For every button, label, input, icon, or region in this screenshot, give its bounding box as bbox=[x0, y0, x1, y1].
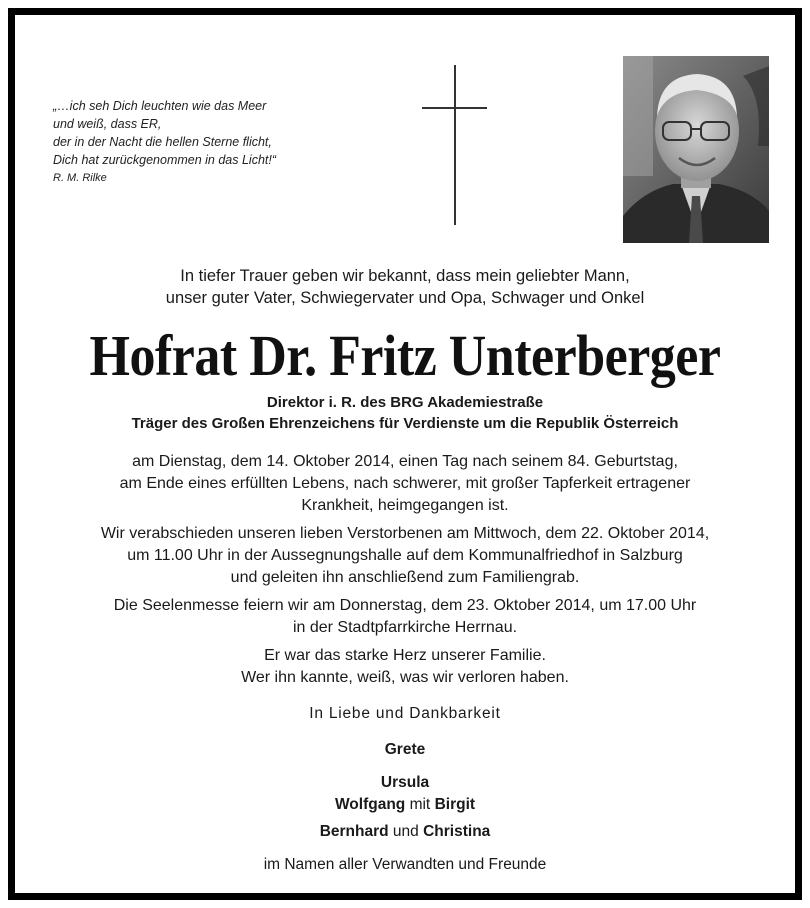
family-children bbox=[15, 772, 795, 816]
family-bernhard: Bernhard bbox=[319, 823, 389, 840]
portrait-icon bbox=[623, 56, 769, 243]
titles bbox=[15, 392, 795, 434]
paragraph-line: in der Stadtpfarrkirche Herrnau. bbox=[292, 619, 518, 636]
paragraph-line: Wer ihn kannte, weiß, was wir verloren haben. bbox=[241, 669, 569, 686]
rilke-quote bbox=[53, 97, 276, 187]
quote-line: und weiß, dass ER, bbox=[53, 117, 162, 131]
closing-line: im Namen aller Verwandten und Freunde bbox=[263, 856, 547, 873]
family-wolfgang-birgit bbox=[15, 794, 795, 816]
paragraph-line: Wir verabschieden unseren lieben Verstorbenen am Mittwoch, dem 22. Oktober 2014, bbox=[100, 525, 710, 542]
paragraph-line: am Dienstag, dem 14. Oktober 2014, einen Tag nach seinem 84. Geburtstag, bbox=[132, 453, 678, 470]
family-grete: Grete bbox=[384, 741, 426, 758]
funeral-details bbox=[15, 523, 795, 589]
paragraph-line: und geleiten ihn anschließend zum Familiengrab. bbox=[230, 569, 580, 586]
death-announcement bbox=[15, 451, 795, 517]
intro-text bbox=[15, 265, 795, 309]
paragraph-line: Er war das starke Herz unserer Familie. bbox=[264, 647, 546, 664]
family-wolfgang: Wolfgang bbox=[334, 796, 406, 813]
paragraph-line: Krankheit, heimgegangen ist. bbox=[301, 497, 509, 514]
intro-line: In tiefer Trauer geben wir bekannt, dass mein geliebter Mann, bbox=[180, 267, 630, 285]
intro-line: unser guter Vater, Schwiegervater und Opa, Schwager und Onkel bbox=[165, 289, 645, 307]
family-connector: mit bbox=[409, 796, 431, 813]
gratitude-line: In Liebe und Dankbarkeit bbox=[309, 705, 501, 722]
paragraph-line: am Ende eines erfüllten Lebens, nach schwerer, mit großer Tapferkeit ertragener bbox=[119, 475, 691, 492]
title-line: Träger des Großen Ehrenzeichens für Verdienste um die Republik Österreich bbox=[131, 415, 679, 432]
tribute bbox=[15, 645, 795, 689]
deceased-name: Hofrat Dr. Fritz Unterberger bbox=[89, 324, 721, 389]
cross-horizontal bbox=[422, 107, 487, 109]
obituary-frame bbox=[8, 8, 802, 900]
cross-vertical bbox=[454, 65, 456, 225]
family-birgit: Birgit bbox=[434, 796, 476, 813]
family-bernhard-christina bbox=[15, 823, 795, 841]
quote-line: „…ich seh Dich leuchten wie das Meer bbox=[53, 99, 267, 113]
paragraph-line: Die Seelenmesse feiern wir am Donnerstag, dem 23. Oktober 2014, um 17.00 Uhr bbox=[113, 597, 697, 614]
family-ursula: Ursula bbox=[380, 774, 430, 791]
quote-author: R. M. Rilke bbox=[53, 172, 107, 184]
paragraph-line: um 11.00 Uhr in der Aussegnungshalle auf dem Kommunalfriedhof in Salzburg bbox=[127, 547, 683, 564]
requiem-details bbox=[15, 595, 795, 639]
portrait-photo bbox=[623, 56, 769, 243]
quote-line: der in der Nacht die hellen Sterne flicht, bbox=[53, 135, 272, 149]
family-christina: Christina bbox=[423, 823, 491, 840]
quote-line: Dich hat zurückgenommen in das Licht!“ bbox=[53, 153, 277, 167]
family-connector: und bbox=[392, 823, 419, 840]
title-line: Direktor i. R. des BRG Akademiestraße bbox=[266, 394, 544, 411]
